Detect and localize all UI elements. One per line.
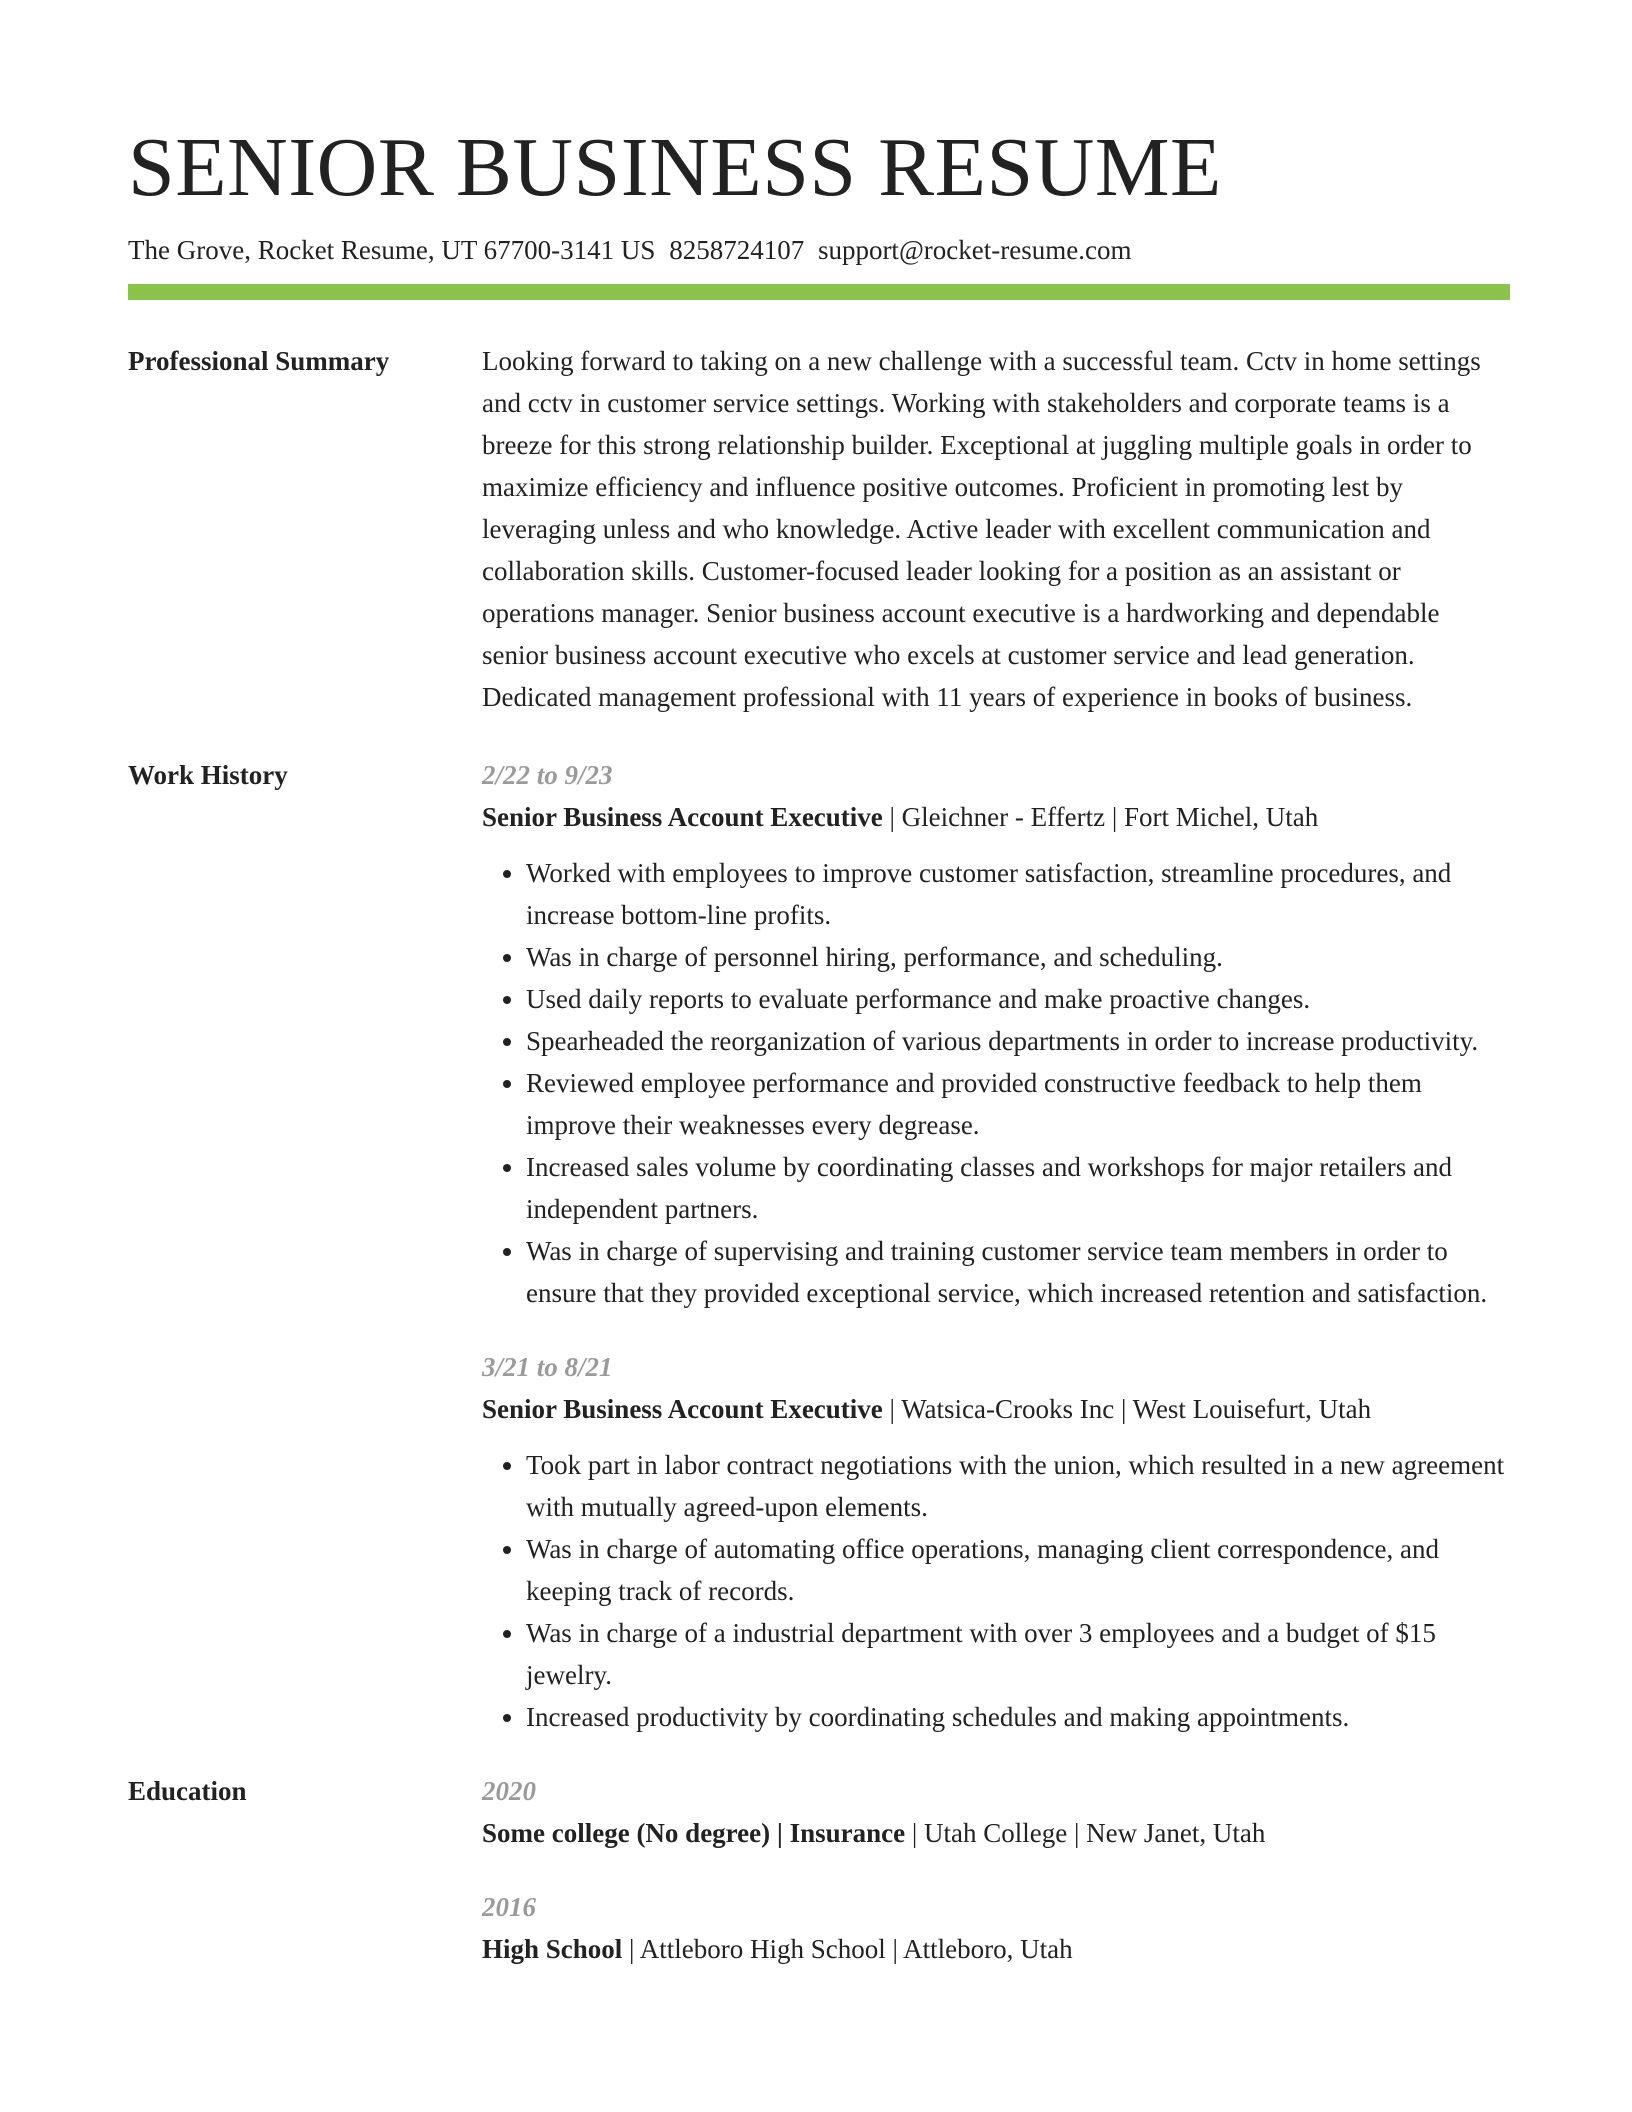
job-bullet: • Used daily reports to evaluate performance and make proactive changes. [526, 978, 1510, 1020]
education-year: 2020 [482, 1776, 536, 1806]
education-body [482, 1770, 1510, 1970]
job-bullets [482, 852, 1510, 1314]
job-bullets [482, 1444, 1510, 1738]
job-bullet: • Increased sales volume by coordinating classes and workshops for major retailers and independent partners. [526, 1146, 1510, 1230]
job-bullet: • Increased productivity by coordinating schedules and making appointments. [526, 1696, 1510, 1738]
job-title-line [482, 1388, 1510, 1430]
resume-page [128, 0, 1510, 1970]
job-entry [482, 1346, 1510, 1738]
summary-heading: Professional Summary [128, 346, 390, 376]
summary-text: Looking forward to taking on a new challenge with a successful team. Cctv in home settings and cctv in customer service settings. Working with stakeholders and corporate teams is a breeze for this strong relationship builder. Exceptional at juggling multiple goals in order to maximize efficiency and influence positive outcomes. Proficient in promoting lest by leveraging unless and who knowledge. Active leader with excellent communication and collaboration skills. Customer-focused leader looking for a position as an assistant or operations manager. Senior business account executive is a hardworking and dependable senior business account executive who excels at customer service and lead generation. Dedicated management professional with 11 years of experience in books of business. [482, 346, 1481, 712]
job-bullet: • Was in charge of personnel hiring, performance, and scheduling. [526, 936, 1510, 978]
education-line [482, 1812, 1510, 1854]
education-heading: Education [128, 1776, 247, 1806]
summary-section [128, 340, 1510, 718]
education-entry [482, 1770, 1510, 1854]
address: The Grove, Rocket Resume, UT 67700-3141 US [128, 235, 656, 265]
job-title: Senior Business Account Executive [482, 802, 883, 832]
job-dates: 3/21 to 8/21 [482, 1352, 613, 1382]
education-year: 2016 [482, 1892, 536, 1922]
job-bullet: • Was in charge of a industrial department with over 3 employees and a budget of $15 jewelry. [526, 1612, 1510, 1696]
job-details: | Watsica-Crooks Inc | West Louisefurt, Utah [882, 1394, 1372, 1424]
education-section [128, 1770, 1510, 1970]
header-divider [128, 284, 1510, 300]
education-entry [482, 1886, 1510, 1970]
resume-title: SENIOR BUSINESS RESUME [128, 121, 1222, 214]
phone: 8258724107 [669, 235, 805, 265]
job-bullet: • Took part in labor contract negotiations with the union, which resulted in a new agreement with mutually agreed-upon elements. [526, 1444, 1510, 1528]
education-line [482, 1928, 1510, 1970]
work-history-body [482, 754, 1510, 1738]
job-bullet: • Was in charge of supervising and training customer service team members in order to ensure that they provided exceptional service, which increased retention and satisfaction. [526, 1230, 1510, 1314]
education-degree: High School [482, 1934, 623, 1964]
email: support@rocket-resume.com [817, 235, 1132, 265]
job-title: Senior Business Account Executive [482, 1394, 883, 1424]
contact-line [128, 232, 1510, 268]
job-details: | Gleichner - Effertz | Fort Michel, Utah [882, 802, 1319, 832]
education-degree: Some college (No degree) | Insurance [482, 1818, 906, 1848]
job-title-line [482, 796, 1510, 838]
job-dates: 2/22 to 9/23 [482, 760, 613, 790]
job-entry [482, 754, 1510, 1314]
education-details: | Attleboro High School | Attleboro, Utah [622, 1934, 1073, 1964]
work-history-section [128, 754, 1510, 1738]
job-bullet: • Was in charge of automating office operations, managing client correspondence, and keeping track of records. [526, 1528, 1510, 1612]
work-history-heading: Work History [128, 760, 288, 790]
job-bullet: • Reviewed employee performance and provided constructive feedback to help them improve their weaknesses every degrease. [526, 1062, 1510, 1146]
job-bullet: • Worked with employees to improve customer satisfaction, streamline procedures, and increase bottom-line profits. [526, 852, 1510, 936]
education-details: | Utah College | New Janet, Utah [905, 1818, 1266, 1848]
job-bullet: • Spearheaded the reorganization of various departments in order to increase productivity. [526, 1020, 1510, 1062]
